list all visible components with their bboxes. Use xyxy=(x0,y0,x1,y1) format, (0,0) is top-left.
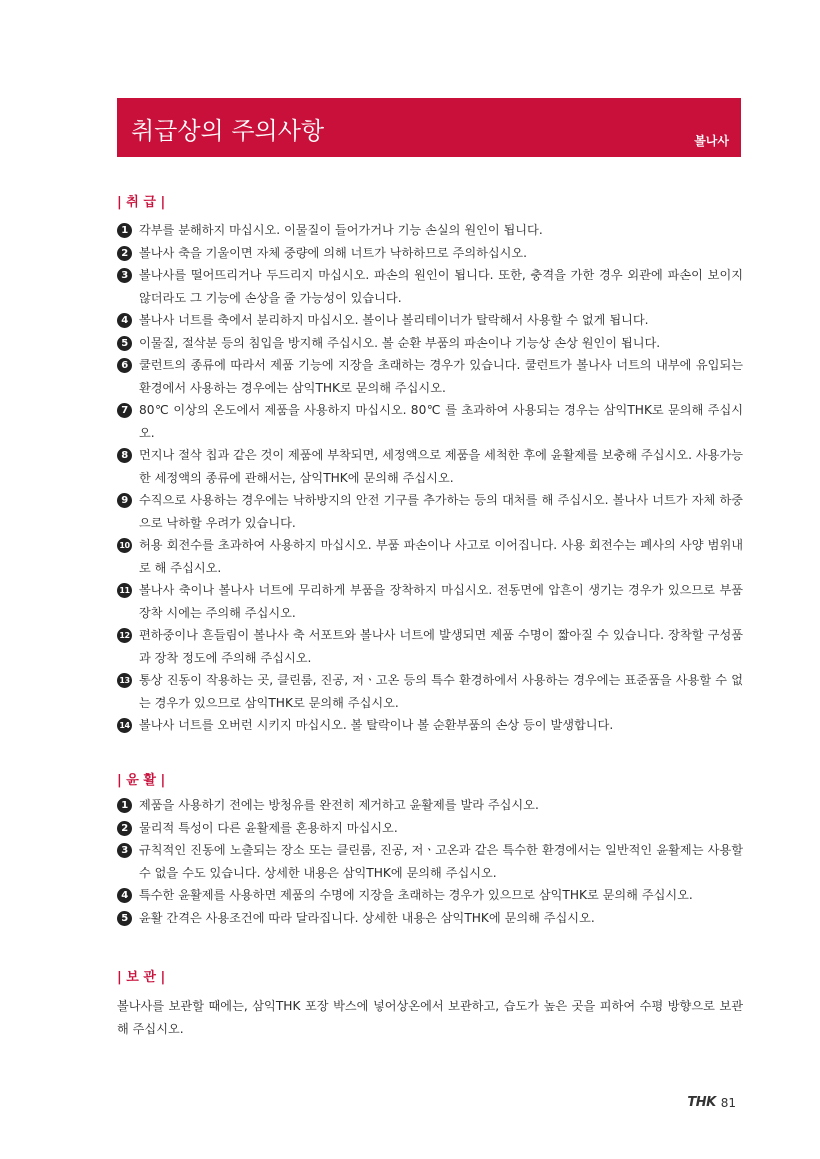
item-text: 볼나사 축이나 볼나사 너트에 무리하게 부품을 장착하지 마십시오. 전동면에 압흔이 생기는 경우가 있으므로 부품 장착 시에는 주의해 주십시오. xyxy=(139,583,743,620)
item-text: 쿨런트의 종류에 따라서 제품 기능에 지장을 초래하는 경우가 있습니다. 쿨런트가 볼나사 너트의 내부에 유입되는 환경에서 사용하는 경우에는 삼익THK로 문의해 주십시오. xyxy=(139,358,743,395)
number-badge: 11 xyxy=(117,583,132,598)
list-item xyxy=(117,354,743,399)
number-badge: 10 xyxy=(117,538,132,553)
page-header-banner xyxy=(117,98,741,157)
storage-text: 볼나사를 보관할 때에는, 삼익THK 포장 박스에 넣어상온에서 보관하고, 습도가 높은 곳을 피하여 수평 방향으로 보관해 주십시오. xyxy=(117,999,743,1036)
item-text: 먼지나 절삭 칩과 같은 것이 제품에 부착되면, 세정액으로 제품을 세척한 후에 윤활제를 보충해 주십시오. 사용가능한 세정액의 종류에 관해서는, 삼익THK에 문의해 주십시오. xyxy=(139,448,743,485)
item-text: 80℃ 이상의 온도에서 제품을 사용하지 마십시오. 80℃ 를 초과하여 사용되는 경우는 삼익THK로 문의해 주십시오. xyxy=(139,403,743,440)
number-badge: 1 xyxy=(117,798,132,813)
page-category: 볼나사 xyxy=(694,134,729,148)
list-item xyxy=(117,219,743,242)
number-badge: 3 xyxy=(117,268,132,283)
list-item xyxy=(117,309,743,332)
list-item xyxy=(117,332,743,355)
list-item xyxy=(117,444,743,489)
item-text: 수직으로 사용하는 경우에는 낙하방지의 안전 기구를 추가하는 등의 대처를 해 주십시오. 볼나사 너트가 자체 하중으로 낙하할 우려가 있습니다. xyxy=(139,493,743,530)
page-title: 취급상의 주의사항 xyxy=(131,117,325,145)
number-badge: 6 xyxy=(117,358,132,373)
item-text: 볼나사 축을 기울이면 자체 중량에 의해 너트가 낙하하므로 주의하십시오. xyxy=(139,245,528,260)
item-text: 편하중이나 흔들림이 볼나사 축 서포트와 볼나사 너트에 발생되면 제품 수명이 짧아질 수 있습니다. 장착할 구성품과 장착 정도에 주의해 주십시오. xyxy=(139,628,743,665)
list-item xyxy=(117,669,743,714)
item-text: 윤활 간격은 사용조건에 따라 달라집니다. 상세한 내용은 삼익THK에 문의해 주십시오. xyxy=(139,910,595,925)
item-text: 제품을 사용하기 전에는 방청유를 완전히 제거하고 윤활제를 발라 주십시오. xyxy=(139,798,539,812)
number-badge: 7 xyxy=(117,403,132,418)
item-text: 각부를 분해하지 마십시오. 이물질이 들어가거나 기능 손실의 원인이 됩니다. xyxy=(139,223,543,237)
list-item xyxy=(117,817,743,840)
list-item xyxy=(117,489,743,534)
list-item xyxy=(117,534,743,579)
page-footer xyxy=(687,1095,736,1110)
list-item xyxy=(117,579,743,624)
number-badge: 2 xyxy=(117,821,132,836)
list-item xyxy=(117,264,743,309)
list-item xyxy=(117,884,743,907)
thk-logo: THK xyxy=(687,1095,716,1110)
number-badge: 8 xyxy=(117,448,132,463)
item-text: 통상 진동이 작용하는 곳, 클린룸, 진공, 저ㆍ고온 등의 특수 환경하에서 사용하는 경우에는 표준품을 사용할 수 없는 경우가 있으므로 삼익THK로 문의해 주십시오. xyxy=(139,673,743,710)
item-text: 허용 회전수를 초과하여 사용하지 마십시오. 부품 파손이나 사고로 이어집니다. 사용 회전수는 폐사의 사양 범위내로 해 주십시오. xyxy=(139,538,743,575)
item-text: 물리적 특성이 다른 윤활제를 혼용하지 마십시오. xyxy=(139,820,398,835)
number-badge: 13 xyxy=(117,673,132,688)
number-badge: 9 xyxy=(117,493,132,508)
list-item xyxy=(117,624,743,669)
list-item xyxy=(117,907,743,930)
list-item xyxy=(117,714,743,737)
item-text: 이물질, 절삭분 등의 침입을 방지해 주십시오. 볼 순환 부품의 파손이나 기능상 손상 원인이 됩니다. xyxy=(139,335,661,350)
list-item xyxy=(117,399,743,444)
number-badge: 5 xyxy=(117,336,132,351)
section-title-storage: | 보 관 | xyxy=(117,970,166,985)
item-text: 특수한 윤활제를 사용하면 제품의 수명에 지장을 초래하는 경우가 있으므로 삼익THK로 문의해 주십시오. xyxy=(139,888,693,902)
list-item xyxy=(117,794,743,817)
number-badge: 5 xyxy=(117,911,132,926)
section-title-handling: | 취 급 | xyxy=(117,195,166,210)
handling-list xyxy=(117,219,743,737)
number-badge: 1 xyxy=(117,223,132,238)
item-text: 규칙적인 진동에 노출되는 장소 또는 클린룸, 진공, 저ㆍ고온과 같은 특수한 환경에서는 일반적인 윤활제는 사용할 수 없을 수도 있습니다. 상세한 내용은 삼익THK에 문의해 주십시오. xyxy=(139,843,743,880)
lubrication-list xyxy=(117,794,743,929)
item-text: 볼나사 너트를 축에서 분리하지 마십시오. 볼이나 볼리테이너가 탈락해서 사용할 수 없게 됩니다. xyxy=(139,313,649,327)
item-text: 볼나사를 떨어뜨리거나 두드리지 마십시오. 파손의 원인이 됩니다. 또한, 충격을 가한 경우 외관에 파손이 보이지 않더라도 그 기능에 손상을 줄 가능성이 있습니다. xyxy=(139,268,743,305)
number-badge: 12 xyxy=(117,628,132,643)
number-badge: 4 xyxy=(117,313,132,328)
list-item xyxy=(117,839,743,884)
number-badge: 14 xyxy=(117,718,132,733)
list-item xyxy=(117,242,743,265)
number-badge: 2 xyxy=(117,246,132,261)
page-number: 81 xyxy=(720,1095,736,1110)
number-badge: 4 xyxy=(117,888,132,903)
item-text: 볼나사 너트를 오버런 시키지 마십시오. 볼 탈락이나 볼 순환부품의 손상 등이 발생합니다. xyxy=(139,718,614,732)
section-title-lubrication: | 윤 활 | xyxy=(117,773,166,788)
number-badge: 3 xyxy=(117,843,132,858)
